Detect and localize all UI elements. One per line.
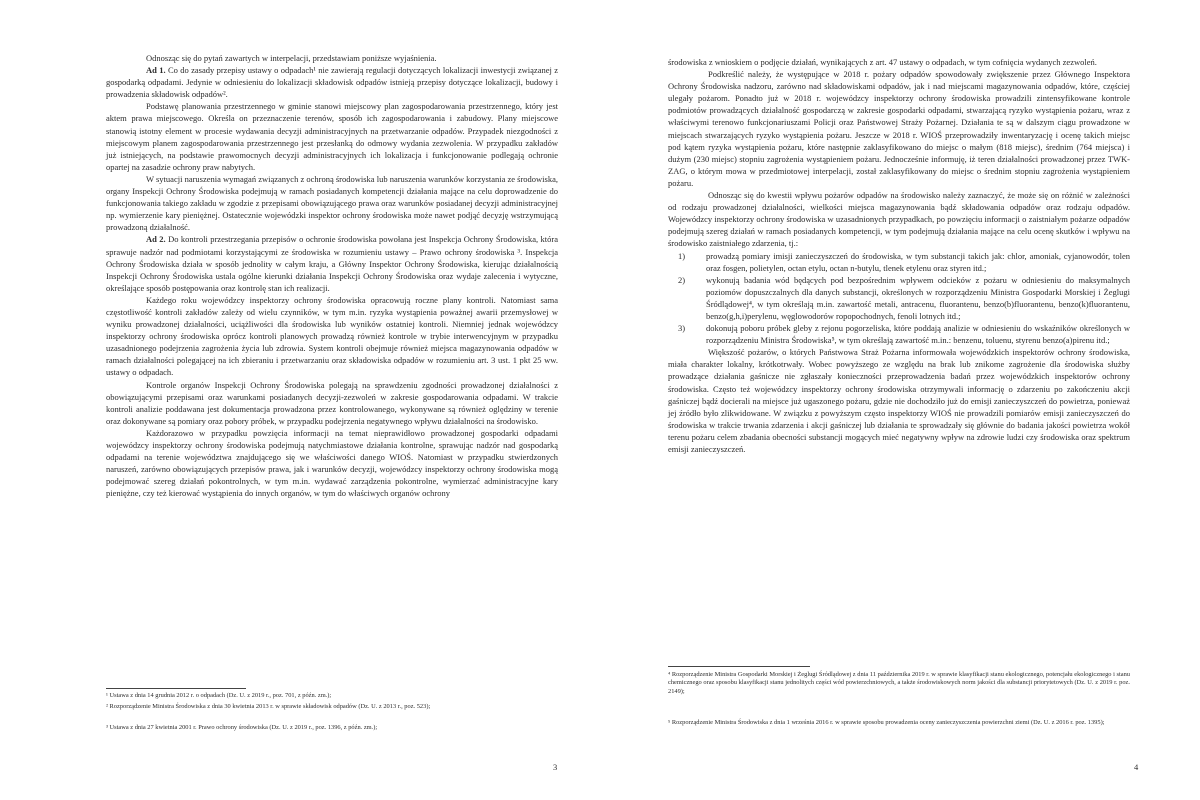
list-number: 1) <box>678 250 686 261</box>
list-number: 2) <box>678 274 686 285</box>
paragraph: Podkreślić należy, że występujące w 2018 r. pożary odpadów spowodowały zwiększenie przez Głównego Inspektora Ochrony Środowiska nadzoru, zarówno nad składowiskami odpadów, jak i nad miejscami magazynowania odpadów, które, częściej ulegały pożarom. Ponadto już w 2018 r. wojewódzcy inspektorzy ochrony środowiska prowadzili zintensyfikowane kontrole podmiotów prowadzących działalność gospodarczą w zakresie gospodarki odpadami, stwarzającą ryzyko wystąpienia pożaru, wraz z właściwymi terenowo funkcjonariuszami Policji oraz Państwowej Straży Pożarnej. Działania te są w dalszym ciągu prowadzone w miejscach stwarzających ryzyko wystąpienia pożaru. Jeszcze w 2018 r. WIOŚ przeprowadziły inwentaryzację i ocenę takich miejsc pod kątem ryzyka wystąpienia pożaru, które następnie zaklasyfikowano do miejsc o małym (818 miejsc), średnim (764 miejsca) i dużym (230 miejsc) stopniu zagrożenia wystąpieniem pożaru. Jednocześnie informuję, iż teren działalności prowadzonej przez TWK-ZAG, o którym mowa w przedmiotowej interpelacji, został zaklasyfikowany do miejsc o średnim stopniu zagrożenia wystąpieniem pożaru. <box>668 69 1130 188</box>
footnote: ³ Ustawa z dnia 27 kwietnia 2001 r. Prawo ochrony środowiska (Dz. U. z 2019 r., poz. 1396, z późn. zm.); <box>106 724 378 731</box>
paragraph: Każdorazowo w przypadku powzięcia informacji na temat nieprawidłowo prowadzonej gospodarki odpadami wojewódzcy inspektorzy ochrony środowiska podejmują natychmiastowe działania kontrolne, sprawując nadzór nad gospodarką odpadami na terenie województwa znajdującego się we właściwości danego WIOŚ. Natomiast w przypadku stwierdzonych naruszeń, zarówno obowiązujących przepisów prawa, jak i warunków decyzji, wojewódzcy inspektorzy ochrony środowiska mogą podejmować szereg działań pokontrolnych, w tym m.in. wydawać zarządzenia pokontrolne, wymierzać administracyjne kary pieniężne, czy też kierować wystąpienia do innych organów, w tym do właściwych organów ochrony <box>106 427 558 499</box>
paragraph: Podstawę planowania przestrzennego w gminie stanowi miejscowy plan zagospodarowania przestrzennego, który jest aktem prawa miejscowego. Określa on przeznaczenie terenów, sposób ich zagospodarowania i zabudowy. Plany miejscowe stanowią istotny element w procesie wydawania decyzji administracyjnych na przetwarzanie odpadów. Przypadek niezgodności z miejscowym planem zagospodarowania przestrzennego jest przesłanką do odmowy wydania zezwolenia. W przypadku zakładów już istniejących, na podstawie prawomocnych decyzji administracyjnych ich lokalizacja i funkcjonowanie podlegają ochronie opartej na zasadzie ochrony praw nabytych. <box>106 101 558 172</box>
list-item: 1) prowadzą pomiary imisji zanieczyszczeń do środowiska, w tym substancji takich jak: chlor, amoniak, cyjanowodór, tolen oraz fosgen, polietylen, octan etylu, octan n-butylu, tlenek etylenu oraz styren itd.; <box>678 250 1130 273</box>
page-number: 4 <box>1134 762 1139 772</box>
list-item: 2) wykonują badania wód będących pod bezpośrednim wpływem odcieków z pożaru w odniesieniu do maksymalnych poziomów dopuszczalnych dla danych substancji, określonych w rozporządzeniu Ministra Gospodarki Morskiej i Żeglugi Śródlądowej⁴, w tym określają m.in. zawartość metali, antracenu, fluorantenu, benzo(b)fluorantenu, benzo(k)fluorantenu, benzo(g,h,i)perylenu, węglowodorów ropopochodnych, fenoli lotnych itd.; <box>678 274 1130 321</box>
footnote-separator <box>668 666 810 667</box>
paragraph: Odnosząc się do kwestii wpływu pożarów odpadów na środowisko należy zaznaczyć, że może się on różnić w zależności od rodzaju prowadzonej działalności, wielkości miejsca magazynowania bądź składowania odpadów oraz rodzaju odpadów. Wojewódzcy inspektorzy ochrony środowiska w uzasadnionych przypadkach, po powzięciu informacji o zaistniałym pożarze odpadów podejmują szereg działań w ramach posiadanych kompetencji, w tym podejmują działania mające na celu ocenę skutków i wpływu na środowisko zaistniałego zdarzenia, tj.: <box>668 190 1130 249</box>
paragraph: Odnosząc się do pytań zawartych w interpelacji, przedstawiam poniższe wyjaśnienia. <box>146 53 437 63</box>
paragraph: Każdego roku wojewódzcy inspektorzy ochrony środowiska opracowują roczne plany kontroli. Natomiast sama częstotliwość kontroli zakładów zależy od wielu czynników, w tym m.in. ryzyka wystąpienia poważnej awarii przemysłowej w wyniku prowadzonej działalności, uciążliwości dla środowiska lub wyników ostatniej kontroli. Niemniej jednak wojewódzcy inspektorzy ochrony środowiska oprócz kontroli planowych prowadzą również kontrole w trybie interwencyjnym w przypadku uzasadnionego podejrzenia zagrożenia życia lub zdrowia. System kontroli obejmuje również miejsca magazynowania odpadów w ramach działalności polegającej na ich zbieraniu i przetwarzaniu oraz składowiska odpadów w rozumieniu art. 3 ust. 1 pkt 25 ww. ustawy o odpadach. <box>106 294 558 378</box>
page-number: 3 <box>553 762 558 772</box>
paragraph: W sytuacji naruszenia wymagań związanych z ochroną środowiska lub naruszenia warunków korzystania ze środowiska, organy Inspekcji Ochrony Środowiska podejmują w ramach posiadanych kompetencji działania mające na celu doprowadzenie do funkcjonowania takiego zakładu w zgodzie z przepisami obowiązującego prawa oraz warunków posiadanej decyzji administracyjnej np. wymierzenie kary pieniężnej. Ostatecznie wojewódzki inspektor ochrony środowiska może nawet podjąć decyzję wstrzymującą prowadzoną działalność. <box>106 173 558 233</box>
section-heading: Ad 1. <box>146 65 166 76</box>
list-item: 3) dokonują poboru próbek gleby z rejonu pogorzeliska, które poddają analizie w odniesieniu do wskaźników określonych w rozporządzeniu Ministra Środowiska⁵, w tym określają zawartość m.in.: benzenu, toluenu, styrenu benzo(a)pirenu itd.; <box>678 323 1130 346</box>
document-page-4 <box>600 0 1200 800</box>
footnote: ² Rozporządzenie Ministra Środowiska z dnia 30 kwietnia 2013 r. w sprawie składowisk odpadów (Dz. U. z 2013 r., poz. 523); <box>106 703 431 710</box>
footnote: ¹ Ustawa z dnia 14 grudnia 2012 r. o odpadach (Dz. U. z 2019 r., poz. 701, z późn. zm.); <box>106 692 332 699</box>
section-heading: Ad 2. <box>146 234 166 245</box>
paragraph: Ad 1. Co do zasady przepisy ustawy o odpadach¹ nie zawierają regulacji dotyczących lokalizacji inwestycji związanej z gospodarką odpadami. Jedynie w odniesieniu do lokalizacji składowisk odpadów istnieją przepisy dotyczące lokalizacji, budowy i prowadzenia składowisk odpadów². <box>106 65 558 100</box>
paragraph: Ad 2. Do kontroli przestrzegania przepisów o ochronie środowiska powołana jest Inspekcja Ochrony Środowiska, która sprawuje nadzór nad podmiotami korzystającymi ze środowiska w rozumieniu ustawy – Prawo ochrony środowiska ³. Inspekcja Ochrony Środowiska działa w sposób jednolity w całym kraju, a Główny Inspektor Ochrony Środowiska, kierując działalnością Inspekcji Ochrony Środowiska ustala ogólne kierunki działania Inspekcji Ochrony Środowiska oraz wydaje zalecenia i wytyczne, określające sposób postępowania oraz kontrolę stan ich realizacji. <box>106 234 558 293</box>
paragraph: Kontrole organów Inspekcji Ochrony Środowiska polegają na sprawdzeniu zgodności prowadzonej działalności z obowiązującymi przepisami oraz warunkami posiadanych decyzji-zezwoleń w zakresie gospodarowania odpadami. W trakcie kontroli analizie poddawana jest dokumentacja prowadzona przez kontrolowanego, wykonywane są również oględziny w terenie oraz dokonywane są pomiary oraz pobory próbek, w przypadku podejrzenia negatywnego wpływu działalności na środowisko. <box>106 379 558 426</box>
paragraph: środowiska z wnioskiem o podjęcie działań, wynikających z art. 47 ustawy o odpadach, w tym cofnięcia wydanych zezwoleń. <box>668 57 1097 67</box>
footnote-separator <box>106 688 246 689</box>
paragraph: Większość pożarów, o których Państwowa Straż Pożarna informowała wojewódzkich inspektorów ochrony środowiska, miała charakter lokalny, krótkotrwały. Wobec powyższego ze względu na brak lub znikome zagrożenie dla środowiska służby prowadzące działania gaśnicze nie zgłaszały konieczności przeprowadzenia badań przez wojewódzkich inspektorów ochrony środowiska. Często też wojewódzcy inspektorzy ochrony środowiska otrzymywali informację o zdarzeniu po zakończeniu akcji gaśniczej bądź docierali na miejsce już ugaszonego pożaru, gdzie nie dochodziło już do emisji zanieczyszczeń do powietrza, ponieważ jej źródło było zlikwidowane. W związku z powyższym często inspektorzy WIOŚ nie prowadzili pomiarów emisji zanieczyszczeń do środowiska w trakcie trwania zdarzenia i akcji gaśniczej lub działania te sprowadzały się głównie do badania jakości powietrza wokół terenu pożaru celem zbadania obecności substancji mogących mieć negatywny wpływ na zdrowie ludzi czy środowiska oraz spektrum emisji zanieczyszczeń. <box>668 347 1130 454</box>
list-number: 3) <box>678 323 686 334</box>
numbered-list <box>668 250 1130 347</box>
footnote: ⁵ Rozporządzenie Ministra Środowiska z dnia 1 września 2016 r. w sprawie sposobu prowadzenia oceny zanieczyszczenia powierzchni ziemi (Dz. U. z 2016 r. poz. 1395); <box>668 719 1105 726</box>
footnote: ⁴ Rozporządzenie Ministra Gospodarki Morskiej i Żeglugi Śródlądowej z dnia 11 października 2019 r. w sprawie klasyfikacji stanu ekologicznego, potencjału ekologicznego i stanu chemicznego oraz sposobu klasyfikacji stanu jednolitych części wód powierzchniowych, a także środowiskowych norm jakości dla substancji priorytetowych (Dz. U. z 2019 r. poz. 2149); <box>668 671 1130 695</box>
page-body <box>106 52 558 499</box>
page-body <box>668 56 1130 455</box>
